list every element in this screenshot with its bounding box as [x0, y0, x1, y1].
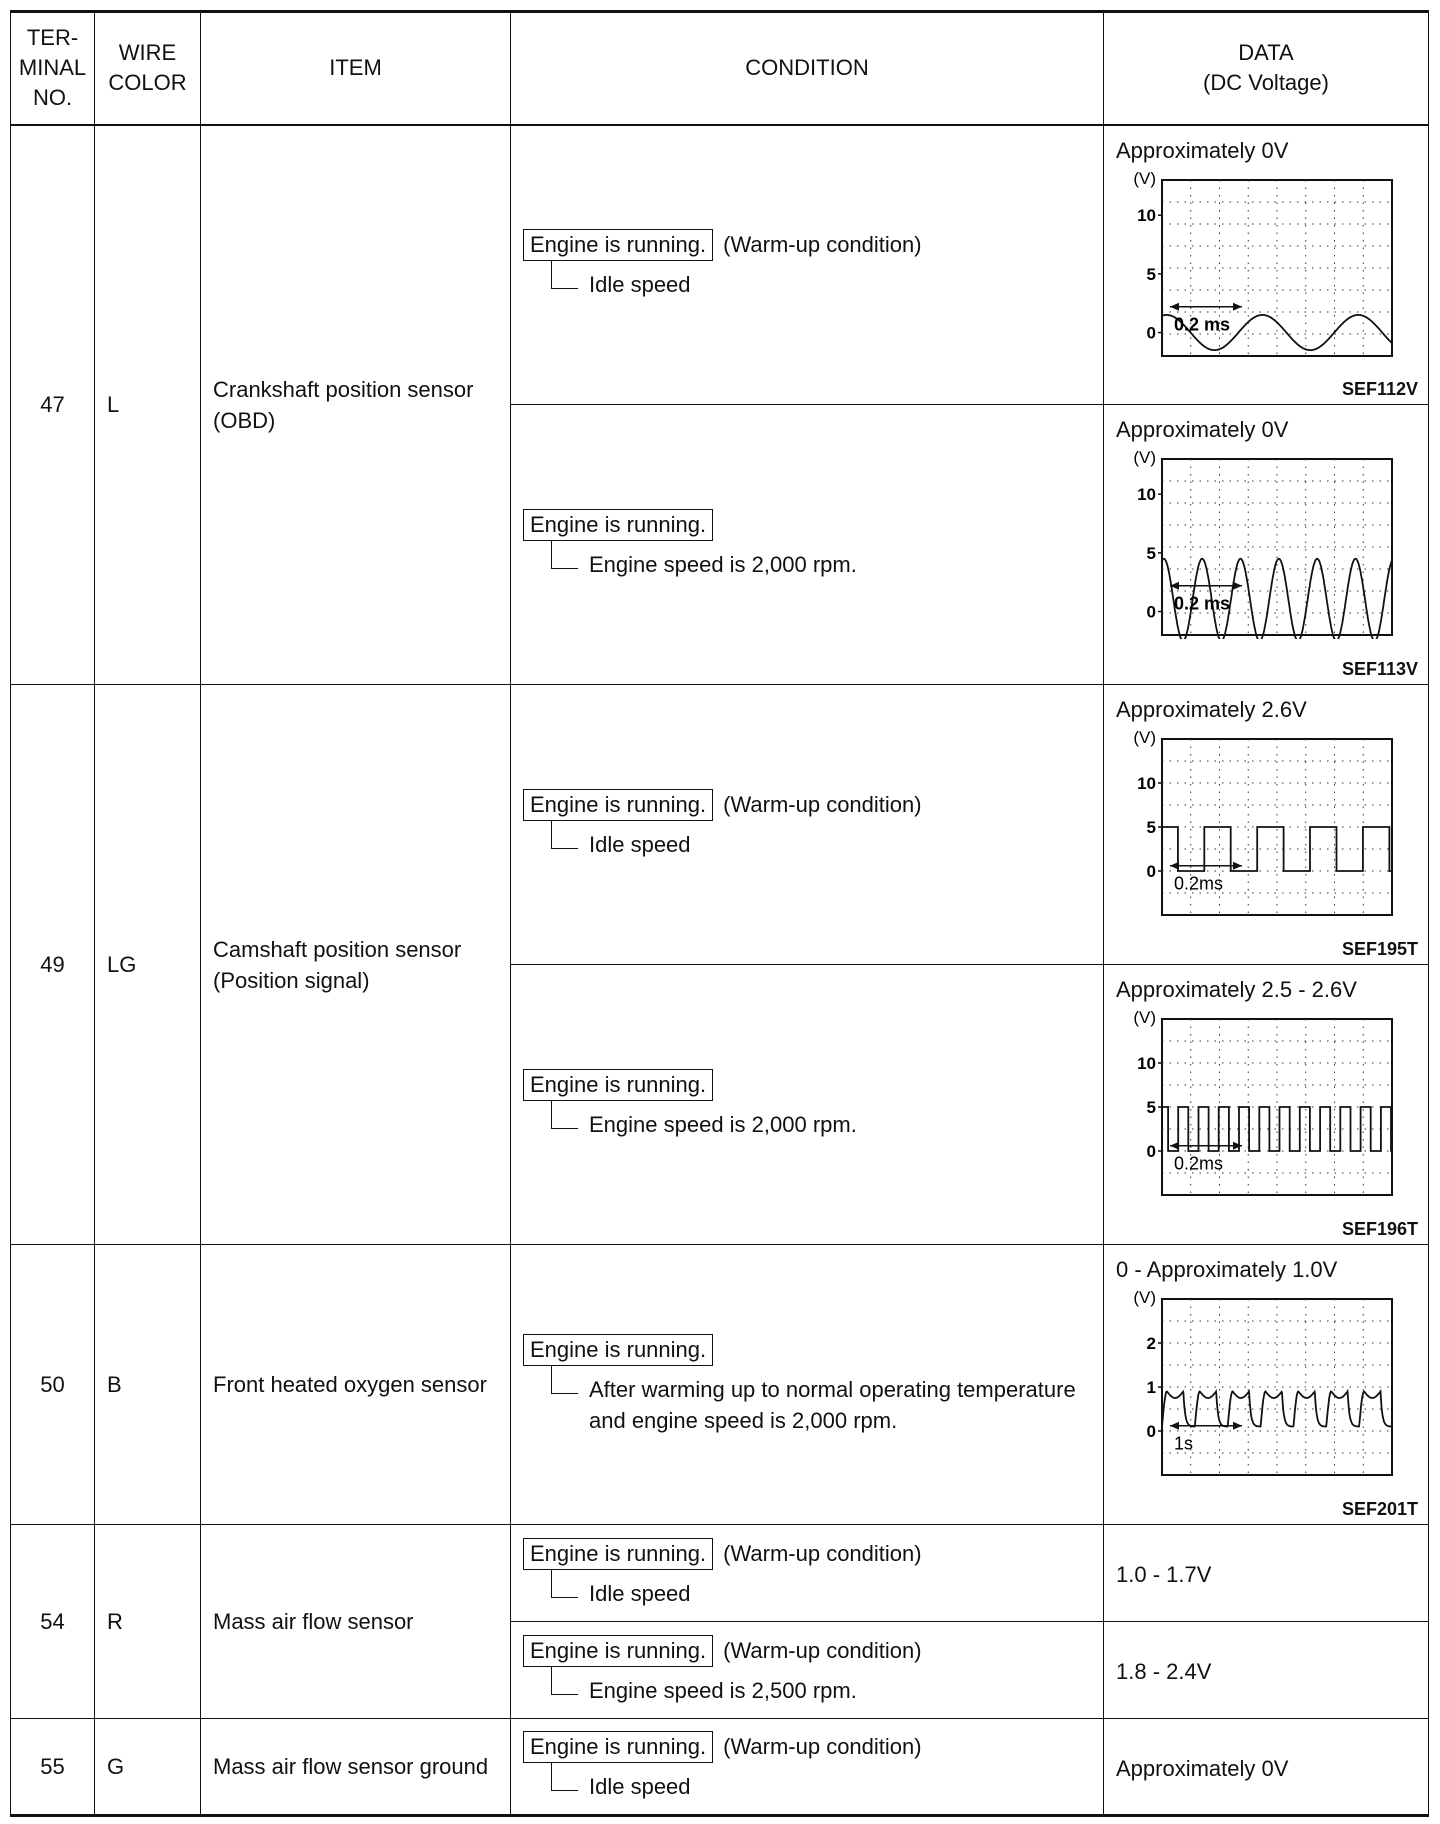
wire-color: R: [95, 1525, 201, 1719]
voltage-value: Approximately 0V: [1116, 137, 1289, 163]
arrow-head-icon: [1233, 582, 1242, 590]
voltage-value: Approximately 0V: [1116, 1755, 1289, 1781]
branch-connector: [551, 541, 578, 569]
item-name: Front heated oxygen sensor: [201, 1245, 511, 1525]
branch-connector: [551, 1570, 578, 1598]
header-wire-color: WIRE COLOR: [95, 12, 201, 125]
condition-detail: Idle speed: [589, 1580, 691, 1606]
warmup-condition: (Warm-up condition): [723, 1540, 922, 1566]
branch-connector: [551, 1667, 578, 1695]
y-tick-label: 1: [1146, 1378, 1156, 1397]
terminal-number: 54: [11, 1525, 95, 1719]
y-axis-label: (V): [1133, 449, 1156, 467]
warmup-condition: (Warm-up condition): [723, 232, 922, 258]
arrow-head-icon: [1233, 1422, 1242, 1430]
data-cell: [1104, 125, 1429, 405]
branch-connector: [551, 1101, 578, 1129]
y-tick-label: 10: [1137, 485, 1156, 505]
arrow-head-icon: [1233, 1142, 1242, 1150]
data-cell: [1104, 685, 1429, 965]
header-terminal-no: TER- MINAL NO.: [11, 12, 95, 125]
oscilloscope-chart: [1116, 1009, 1416, 1199]
oscilloscope-chart: [1116, 1289, 1416, 1479]
y-tick-label: 5: [1146, 818, 1156, 837]
terminal-data-table: [10, 10, 1429, 1817]
y-axis-label: (V): [1133, 1009, 1156, 1027]
time-scale-label: 0.2ms: [1174, 1153, 1224, 1174]
voltage-value: Approximately 0V: [1116, 417, 1289, 442]
engine-running-box: Engine is running.: [523, 1731, 713, 1763]
condition-detail: Idle speed: [589, 832, 691, 857]
item-name: Crankshaft position sensor (OBD): [201, 125, 511, 685]
data-cell: [1104, 1719, 1429, 1816]
y-tick-label: 0: [1146, 323, 1156, 343]
data-cell: [1104, 1245, 1429, 1525]
terminal-number: 47: [11, 125, 95, 685]
figure-id: SEF195T: [1341, 939, 1418, 959]
wire-color: LG: [95, 685, 201, 1245]
engine-running-box: Engine is running.: [523, 1635, 713, 1667]
item-name: Camshaft position sensor (Position signal): [201, 685, 511, 1245]
condition-detail: Engine speed is 2,000 rpm.: [589, 552, 857, 577]
header-row: [11, 12, 1429, 125]
oscilloscope-chart: [1116, 449, 1416, 639]
warmup-condition: (Warm-up condition): [723, 1637, 922, 1663]
condition-detail: Idle speed: [589, 1774, 691, 1799]
branch-connector: [551, 821, 578, 849]
y-axis-label: (V): [1133, 1289, 1156, 1307]
condition-cell: [511, 1245, 1104, 1525]
engine-running-box: Engine is running.: [523, 1069, 713, 1101]
y-tick-label: 0: [1146, 1422, 1156, 1441]
warmup-condition: (Warm-up condition): [723, 792, 922, 817]
y-tick-label: 2: [1146, 1334, 1156, 1353]
data-cell: [1104, 965, 1429, 1245]
time-scale-label: 0.2 ms: [1174, 593, 1231, 614]
data-cell: [1104, 1525, 1429, 1622]
condition-detail: Idle speed: [589, 272, 691, 298]
table-row: [11, 1719, 1429, 1816]
y-tick-label: 0: [1146, 1142, 1156, 1161]
voltage-value: Approximately 2.5 - 2.6V: [1116, 977, 1357, 1002]
condition-detail: After warming up to normal operating temperature and engine speed is 2,000 rpm.: [589, 1376, 1076, 1433]
engine-running-box: Engine is running.: [523, 229, 713, 261]
engine-running-box: Engine is running.: [523, 1334, 713, 1366]
figure-id: SEF196T: [1341, 1219, 1418, 1239]
condition-cell: [511, 405, 1104, 685]
time-scale-label: 1s: [1174, 1433, 1194, 1454]
header-item: ITEM: [201, 12, 511, 125]
condition-cell: [511, 1622, 1104, 1719]
terminal-number: 49: [11, 685, 95, 1245]
arrow-head-icon: [1233, 302, 1242, 310]
y-tick-label: 10: [1137, 1054, 1156, 1073]
header-data: DATA (DC Voltage): [1104, 12, 1429, 125]
figure-id: SEF201T: [1341, 1499, 1418, 1519]
warmup-condition: (Warm-up condition): [723, 1734, 922, 1759]
engine-running-box: Engine is running.: [523, 789, 713, 821]
voltage-value: Approximately 2.6V: [1116, 697, 1307, 722]
condition-cell: [511, 125, 1104, 405]
condition-cell: [511, 965, 1104, 1245]
item-name: Mass air flow sensor: [201, 1525, 511, 1719]
terminal-number: 50: [11, 1245, 95, 1525]
oscilloscope-chart: [1116, 729, 1416, 919]
branch-connector: [551, 1763, 578, 1791]
arrow-head-icon: [1170, 302, 1179, 310]
y-tick-label: 5: [1146, 264, 1156, 284]
time-scale-label: 0.2 ms: [1174, 314, 1231, 335]
wire-color: L: [95, 125, 201, 685]
y-axis-label: (V): [1133, 169, 1156, 188]
item-name: Mass air flow sensor ground: [201, 1719, 511, 1816]
wire-color: B: [95, 1245, 201, 1525]
arrow-head-icon: [1170, 1142, 1179, 1150]
y-tick-label: 5: [1146, 1098, 1156, 1117]
data-cell: [1104, 405, 1429, 685]
voltage-value: 1.0 - 1.7V: [1116, 1562, 1212, 1587]
engine-running-box: Engine is running.: [523, 1538, 713, 1570]
y-tick-label: 10: [1137, 774, 1156, 793]
condition-cell: [511, 1525, 1104, 1622]
arrow-head-icon: [1170, 862, 1179, 870]
arrow-head-icon: [1233, 862, 1242, 870]
y-tick-label: 0: [1146, 602, 1156, 622]
table-row: [11, 1245, 1429, 1525]
y-axis-label: (V): [1133, 729, 1156, 747]
data-cell: [1104, 1622, 1429, 1719]
time-scale-label: 0.2ms: [1174, 873, 1224, 894]
figure-id: SEF113V: [1341, 659, 1418, 679]
condition-detail: Engine speed is 2,500 rpm.: [589, 1677, 857, 1703]
branch-connector: [551, 1366, 578, 1394]
y-tick-label: 10: [1137, 205, 1156, 225]
header-condition: CONDITION: [511, 12, 1104, 125]
figure-id: SEF112V: [1341, 379, 1418, 399]
y-tick-label: 5: [1146, 543, 1156, 563]
condition-cell: [511, 685, 1104, 965]
table-row: [11, 685, 1429, 965]
y-tick-label: 0: [1146, 862, 1156, 881]
engine-running-box: Engine is running.: [523, 509, 713, 541]
table-row: [11, 1525, 1429, 1622]
voltage-value: 0 - Approximately 1.0V: [1116, 1257, 1338, 1282]
voltage-value: 1.8 - 2.4V: [1116, 1659, 1212, 1684]
branch-connector: [551, 261, 578, 289]
table-row: [11, 125, 1429, 405]
condition-cell: [511, 1719, 1104, 1816]
arrow-head-icon: [1170, 1422, 1179, 1430]
oscilloscope-chart: [1116, 170, 1416, 360]
wire-color: G: [95, 1719, 201, 1816]
terminal-number: 55: [11, 1719, 95, 1816]
condition-detail: Engine speed is 2,000 rpm.: [589, 1112, 857, 1137]
